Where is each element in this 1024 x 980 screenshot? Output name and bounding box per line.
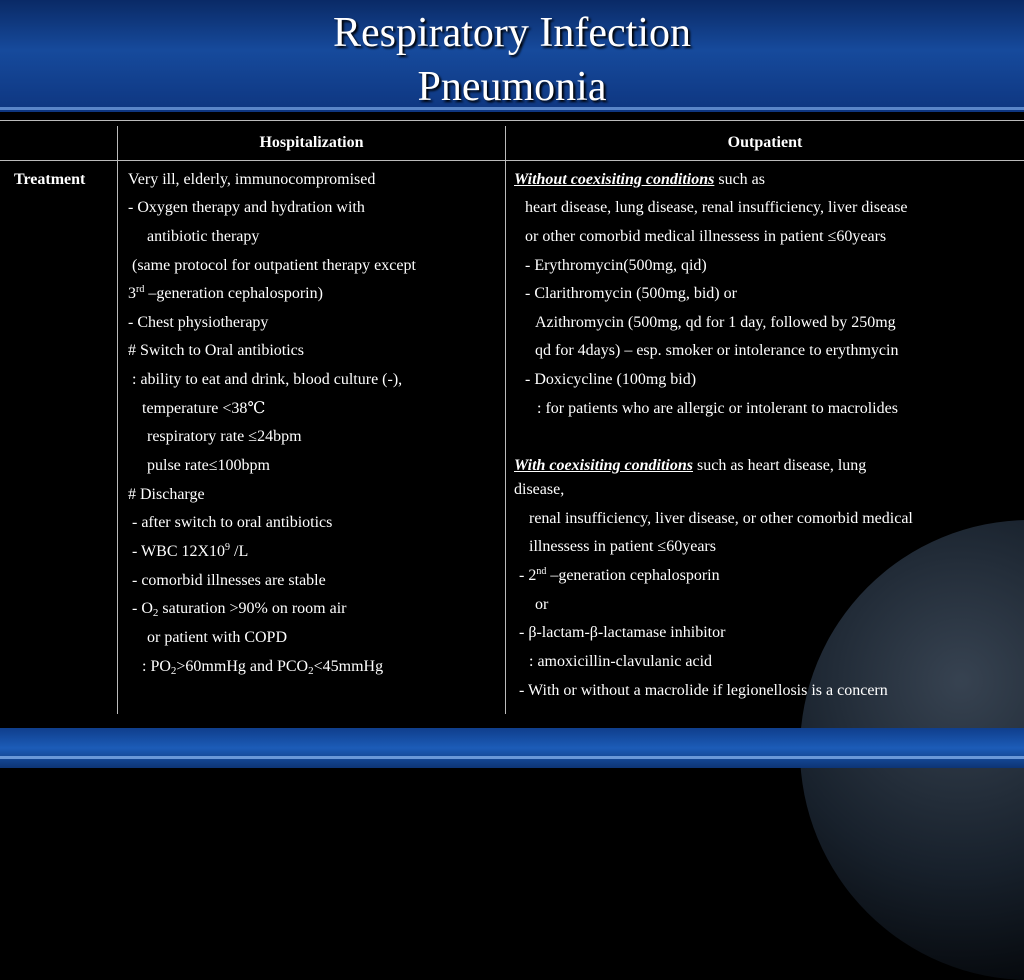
- out-line: or: [535, 596, 549, 613]
- hosp-line: : ability to eat and drink, blood culture (-),: [132, 371, 403, 388]
- out-line: disease,: [514, 481, 565, 498]
- table-top-border: [0, 120, 1024, 121]
- footer-divider: [0, 756, 1024, 759]
- table-header-divider: [0, 160, 1024, 161]
- hosp-line: - after switch to oral antibiotics: [132, 514, 333, 531]
- hosp-line: Very ill, elderly, immunocompromised: [128, 171, 376, 188]
- out-line: - Doxicycline (100mg bid): [525, 371, 697, 388]
- hosp-line: - comorbid illnesses are stable: [132, 572, 326, 589]
- out-line: - β-lactam-β-lactamase inhibitor: [519, 624, 726, 641]
- hosp-line: 3rd –generation cephalosporin): [128, 284, 323, 302]
- out-line: - 2nd –generation cephalosporin: [519, 566, 720, 584]
- hosp-line: - $O_2$ saturation >90% on room air: [132, 600, 347, 619]
- slide-title: Respiratory Infection: [332, 10, 692, 56]
- footer-banner: [0, 728, 1024, 768]
- out-line: renal insufficiency, liver disease, or other comorbid medical: [529, 510, 913, 527]
- hosp-line: # Switch to Oral antibiotics: [128, 342, 304, 359]
- out-line: : for patients who are allergic or intolerant to macrolides: [537, 400, 898, 417]
- out-line: qd for 4days) – esp. smoker or intolerance to erythmycin: [535, 342, 899, 359]
- hosp-line: or patient with COPD: [147, 629, 287, 646]
- out-line: illnessess in patient ≤60years: [529, 538, 716, 555]
- row-header-treatment: Treatment: [14, 171, 86, 188]
- out-line: - Clarithromycin (500mg, bid) or: [525, 285, 737, 302]
- hosp-line: - WBC $12X10^9$ /L: [132, 542, 249, 560]
- out-line: heart disease, lung disease, renal insufficiency, liver disease: [525, 199, 908, 216]
- out-line: or other comorbid medical illnessess in patient ≤60years: [525, 228, 887, 245]
- outpatient-heading-without: Without coexisiting conditions such as: [514, 171, 765, 188]
- slide-subtitle: Pneumonia: [417, 64, 607, 110]
- hosp-line: respiratory rate ≤24bpm: [147, 428, 302, 445]
- hosp-line: antibiotic therapy: [147, 228, 260, 245]
- column-header-outpatient: Outpatient: [727, 134, 803, 151]
- table-col-divider-2: [505, 126, 506, 714]
- hosp-line: pulse rate≤100bpm: [147, 457, 270, 474]
- out-line: Azithromycin (500mg, qd for 1 day, followed by 250mg: [535, 314, 896, 331]
- outpatient-heading-with: With coexisiting conditions such as heart disease, lung: [514, 457, 867, 474]
- out-line: - With or without a macrolide if legionellosis is a concern: [519, 682, 888, 699]
- hosp-line: - Oxygen therapy and hydration with: [128, 199, 365, 216]
- table-col-divider-1: [117, 126, 118, 714]
- hosp-line: : $PO_2>60mmHg$ and $PCO_2<45mmHg$: [142, 658, 384, 677]
- hosp-line: temperature <38℃: [142, 400, 266, 417]
- column-header-hospitalization: Hospitalization: [259, 134, 364, 151]
- hosp-line: - Chest physiotherapy: [128, 314, 269, 331]
- hosp-line: # Discharge: [128, 486, 205, 503]
- out-line: : amoxicillin-clavulanic acid: [529, 653, 713, 670]
- out-line: - Erythromycin(500mg, qid): [525, 257, 707, 274]
- hosp-line: (same protocol for outpatient therapy except: [132, 257, 416, 274]
